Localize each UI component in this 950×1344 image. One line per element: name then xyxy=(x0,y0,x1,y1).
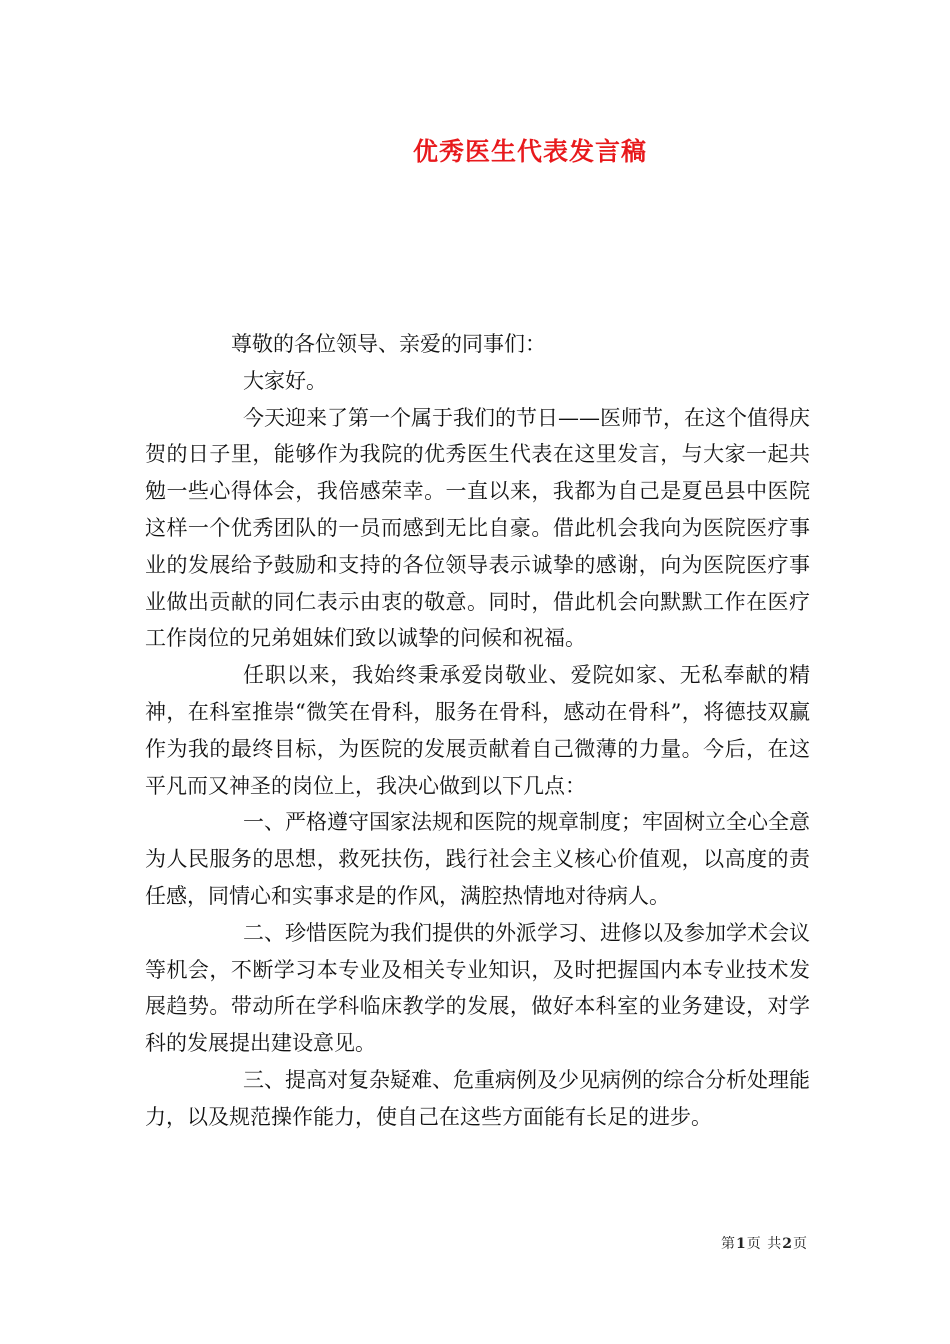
paragraph-3: 一、严格遵守国家法规和医院的规章制度；牢固树立全心全意为人民服务的思想，救死扶伤，践行社会主义核心价值观，以高度的责任感，同情心和实事求是的作风，满腔热情地对待病人。 xyxy=(145,810,810,908)
footer-middle: 页 共 xyxy=(746,1236,783,1252)
paragraph-5: 三、提高对复杂疑难、危重病例及少见病例的综合分析处理能力，以及规范操作能力，使自己在这些方面能有长足的进步。 xyxy=(145,1067,810,1129)
paragraph-1: 今天迎来了第一个属于我们的节日——医师节，在这个值得庆贺的日子里，能够作为我院的优秀医生代表在这里发言，与大家一起共勉一些心得体会，我倍感荣幸。一直以来，我都为自己是夏邑县中医院这样一个优秀团队的一员而感到无比自豪。借此机会我向为医院医疗事业的发展给予鼓励和支持的各位领导表示诚挚的感谢，向为医院医疗事业做出贡献的同仁表示由衷的敬意。同时，借此机会向默默工作在医疗工作岗位的兄弟姐妹们致以诚挚的问候和祝福。 xyxy=(145,405,810,651)
document-body xyxy=(145,326,810,1136)
paragraph-2: 任职以来，我始终秉承爱岗敬业、爱院如家、无私奉献的精神，在科室推崇“微笑在骨科，服务在骨科，感动在骨科”，将德技双赢作为我的最终目标，为医院的发展贡献着自己微薄的力量。今后，在这平凡而又神圣的岗位上，我决心做到以下几点： xyxy=(145,663,810,798)
document-title: 优秀医生代表发言稿 xyxy=(412,137,647,166)
footer-suffix: 页 xyxy=(793,1236,808,1252)
page-footer xyxy=(721,1233,808,1253)
footer-prefix: 第 xyxy=(721,1236,737,1252)
greeting: 大家好。 xyxy=(243,368,327,393)
footer-total-pages: 2 xyxy=(782,1236,793,1252)
footer-current-page: 1 xyxy=(736,1236,747,1252)
paragraph-4: 二、珍惜医院为我们提供的外派学习、进修以及参加学术会议等机会，不断学习本专业及相关专业知识，及时把握国内本专业技术发展趋势。带动所在学科临床教学的发展，做好本科室的业务建设，对学科的发展提出建设意见。 xyxy=(145,920,810,1056)
salutation: 尊敬的各位领导、亲爱的同事们： xyxy=(231,332,546,356)
